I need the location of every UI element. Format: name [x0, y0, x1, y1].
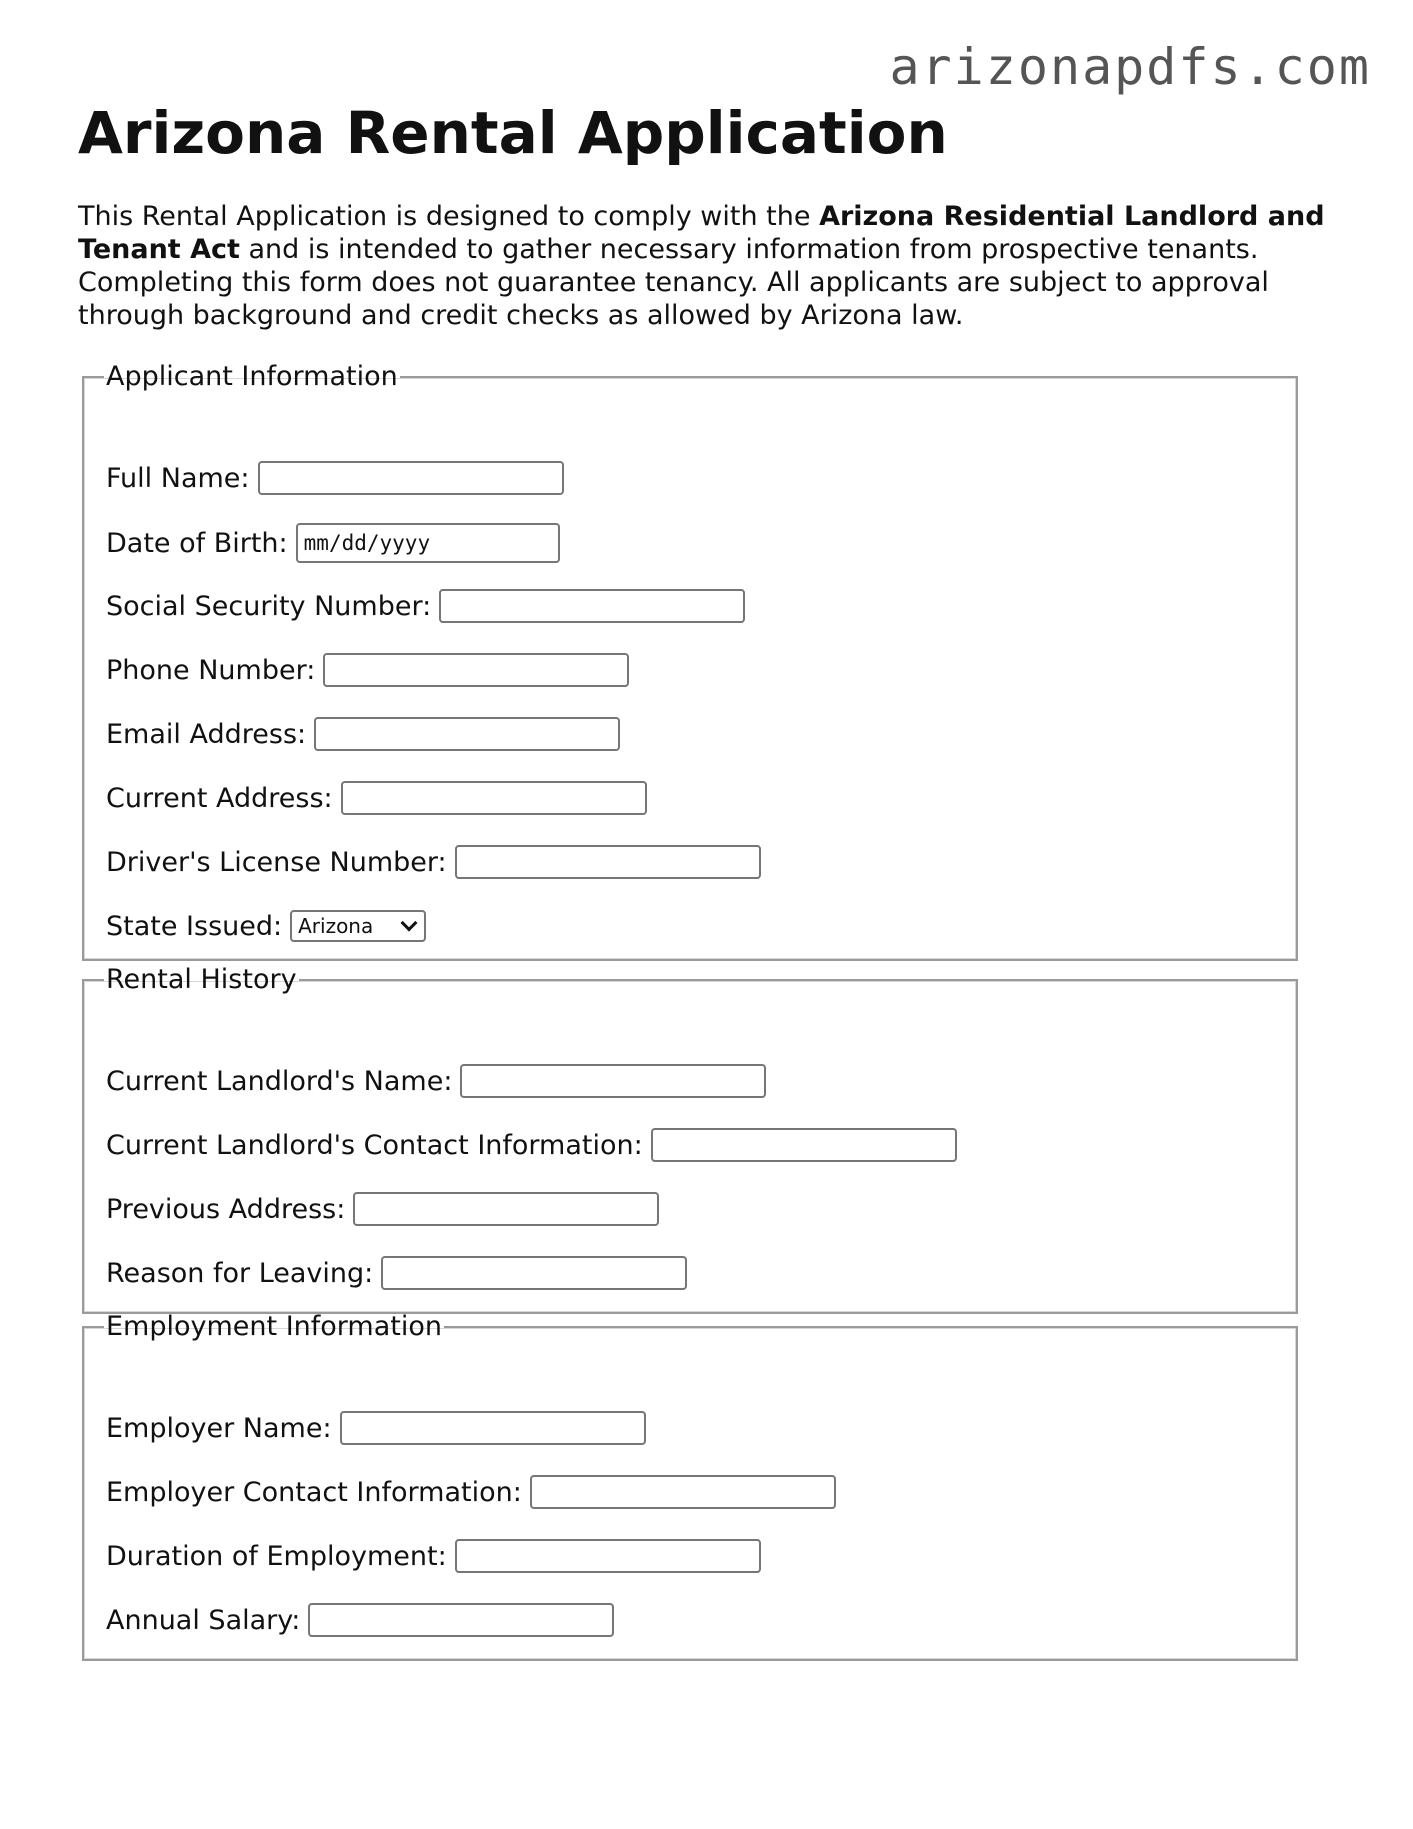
chevron-down-icon: [401, 915, 418, 932]
employment-duration-label: Duration of Employment:: [106, 1540, 447, 1572]
page-title: Arizona Rental Application: [78, 99, 948, 167]
landlord-contact-row: [106, 1128, 957, 1162]
previous-address-label: Previous Address:: [106, 1193, 346, 1225]
state-issued-select[interactable]: [290, 910, 426, 942]
employer-contact-row: [106, 1475, 836, 1509]
previous-address-input[interactable]: [353, 1192, 659, 1226]
email-label: Email Address:: [106, 718, 307, 750]
date-of-birth-placeholder: mm/dd/yyyy: [303, 531, 431, 555]
date-of-birth-row: [106, 523, 560, 563]
rental-history-section: [82, 965, 1298, 1314]
date-of-birth-input[interactable]: [296, 523, 560, 563]
intro-text-1: This Rental Application is designed to comply with the: [78, 201, 820, 232]
employer-contact-label: Employer Contact Information:: [106, 1476, 522, 1508]
employer-contact-input[interactable]: [530, 1475, 836, 1509]
landlord-name-label: Current Landlord's Name:: [106, 1065, 453, 1097]
drivers-license-input[interactable]: [455, 845, 761, 879]
applicant-information-legend: Applicant Information: [106, 361, 398, 392]
employment-information-legend: Employment Information: [106, 1311, 442, 1342]
drivers-license-row: [106, 845, 761, 879]
full-name-row: [106, 461, 564, 495]
email-input[interactable]: [314, 717, 620, 751]
state-issued-value: Arizona: [298, 914, 374, 938]
applicant-information-section: [82, 362, 1298, 961]
phone-label: Phone Number:: [106, 654, 316, 686]
site-watermark: arizonapdfs.com: [889, 38, 1371, 96]
phone-row: [106, 653, 629, 687]
landlord-contact-input[interactable]: [651, 1128, 957, 1162]
employer-name-row: [106, 1411, 646, 1445]
rental-history-legend: Rental History: [106, 964, 297, 995]
current-address-label: Current Address:: [106, 782, 333, 814]
employment-information-section: [82, 1312, 1298, 1661]
reason-for-leaving-input[interactable]: [381, 1256, 687, 1290]
date-of-birth-label: Date of Birth:: [106, 527, 288, 559]
employment-duration-input[interactable]: [455, 1539, 761, 1573]
ssn-input[interactable]: [439, 589, 745, 623]
reason-for-leaving-row: [106, 1256, 687, 1290]
employment-duration-row: [106, 1539, 761, 1573]
landlord-contact-label: Current Landlord's Contact Information:: [106, 1129, 643, 1161]
phone-input[interactable]: [323, 653, 629, 687]
reason-for-leaving-label: Reason for Leaving:: [106, 1257, 374, 1289]
intro-text-2: and is intended to gather necessary information from prospective tenants. Completing this form does not guarantee tenancy. All applicants are subject to approval through background and credit checks as allowed by Arizona law.: [78, 234, 1269, 331]
annual-salary-row: [106, 1603, 614, 1637]
full-name-label: Full Name:: [106, 462, 250, 494]
employer-name-label: Employer Name:: [106, 1412, 332, 1444]
landlord-name-row: [106, 1064, 766, 1098]
annual-salary-input[interactable]: [308, 1603, 614, 1637]
ssn-row: [106, 589, 745, 623]
current-address-input[interactable]: [341, 781, 647, 815]
intro-act-name: Arizona Residential Landlord and Tenant Act: [78, 201, 1325, 265]
intro-paragraph: [78, 200, 1340, 332]
full-name-input[interactable]: [258, 461, 564, 495]
current-address-row: [106, 781, 647, 815]
state-issued-row: [106, 910, 426, 942]
state-issued-label: State Issued:: [106, 910, 283, 942]
ssn-label: Social Security Number:: [106, 590, 432, 622]
landlord-name-input[interactable]: [460, 1064, 766, 1098]
drivers-license-label: Driver's License Number:: [106, 846, 447, 878]
email-row: [106, 717, 620, 751]
annual-salary-label: Annual Salary:: [106, 1604, 301, 1636]
employer-name-input[interactable]: [340, 1411, 646, 1445]
previous-address-row: [106, 1192, 659, 1226]
